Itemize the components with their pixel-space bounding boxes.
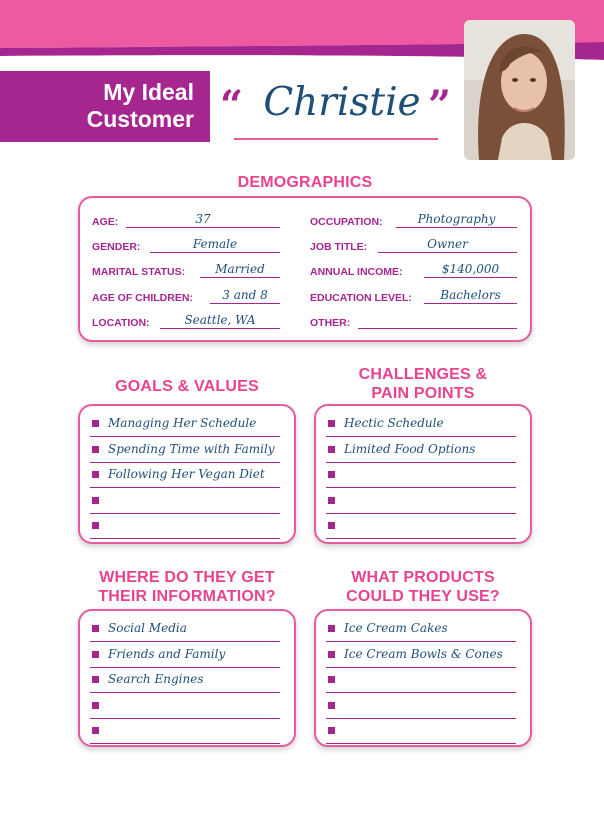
list-item-text: Ice Cream Bowls & Cones bbox=[344, 646, 503, 661]
list-item bbox=[90, 412, 280, 437]
information-title-line-2: THEIR INFORMATION? bbox=[98, 588, 276, 605]
square-bullet-icon bbox=[328, 727, 335, 734]
list-item-text: Managing Her Schedule bbox=[108, 416, 257, 430]
demographics-field-underline bbox=[396, 227, 517, 228]
goals-values-title: GOALS & VALUES bbox=[115, 378, 259, 395]
square-bullet-icon bbox=[92, 727, 99, 734]
information-title-line-1: WHERE DO THEY GET bbox=[99, 569, 275, 586]
list-item bbox=[90, 463, 280, 488]
challenges-card bbox=[314, 404, 532, 544]
demographics-field-value: Bachelors bbox=[440, 288, 501, 302]
demographics-field-value: Owner bbox=[427, 237, 468, 251]
square-bullet-icon bbox=[92, 522, 99, 529]
list-item-text: Limited Food Options bbox=[344, 441, 476, 456]
list-item-text: Ice Cream Cakes bbox=[344, 621, 448, 635]
list-item-underline bbox=[90, 743, 280, 744]
square-bullet-icon bbox=[92, 497, 99, 504]
list-item-underline bbox=[90, 538, 280, 539]
customer-name: Christie bbox=[263, 80, 421, 125]
list-item bbox=[90, 668, 280, 693]
demographics-row bbox=[80, 260, 530, 280]
square-bullet-icon bbox=[92, 420, 99, 427]
square-bullet-icon bbox=[328, 497, 335, 504]
list-item-underline bbox=[326, 538, 516, 539]
list-item-text: Spending Time with Family bbox=[108, 441, 275, 456]
list-item bbox=[90, 438, 280, 463]
list-item bbox=[326, 719, 516, 744]
demographics-field-underline bbox=[424, 303, 517, 304]
demographics-field-label: AGE OF CHILDREN: bbox=[92, 292, 193, 304]
demographics-field-value: Seattle, WA bbox=[184, 313, 256, 327]
demographics-row bbox=[80, 311, 530, 331]
square-bullet-icon bbox=[92, 651, 99, 658]
demographics-field-underline bbox=[378, 252, 517, 253]
square-bullet-icon bbox=[328, 702, 335, 709]
square-bullet-icon bbox=[92, 471, 99, 478]
demographics-field-value: Photography bbox=[417, 212, 496, 226]
demographics-row bbox=[80, 235, 530, 255]
challenges-title-line-2: PAIN POINTS bbox=[371, 385, 475, 402]
products-card bbox=[314, 609, 532, 747]
demographics-field-value: Married bbox=[215, 262, 265, 276]
list-item bbox=[90, 489, 280, 514]
square-bullet-icon bbox=[92, 446, 99, 453]
customer-portrait-photo bbox=[464, 20, 575, 160]
demographics-field-label: JOB TITLE: bbox=[310, 241, 368, 253]
demographics-field-label: MARITAL STATUS: bbox=[92, 266, 186, 278]
page-title-block bbox=[0, 71, 210, 142]
list-item bbox=[326, 694, 516, 719]
list-item-text: Friends and Family bbox=[108, 646, 226, 661]
square-bullet-icon bbox=[328, 651, 335, 658]
list-item-text: Search Engines bbox=[108, 672, 204, 686]
challenges-title-line-1: CHALLENGES & bbox=[358, 366, 488, 383]
square-bullet-icon bbox=[328, 446, 335, 453]
goals-values-card bbox=[78, 404, 296, 544]
list-item bbox=[326, 617, 516, 642]
page-title-line-1: My Ideal bbox=[103, 79, 194, 105]
list-item-text: Social Media bbox=[108, 621, 187, 635]
list-item bbox=[326, 412, 516, 437]
demographics-field-label: EDUCATION LEVEL: bbox=[310, 292, 412, 304]
square-bullet-icon bbox=[328, 471, 335, 478]
list-item-underline bbox=[326, 743, 516, 744]
list-item bbox=[326, 463, 516, 488]
close-quote-mark: ” bbox=[428, 82, 452, 129]
list-item bbox=[326, 489, 516, 514]
list-item bbox=[90, 617, 280, 642]
demographics-field-value: 37 bbox=[195, 212, 211, 226]
demographics-row bbox=[80, 286, 530, 306]
square-bullet-icon bbox=[328, 676, 335, 683]
demographics-card bbox=[78, 196, 532, 342]
square-bullet-icon bbox=[328, 625, 335, 632]
list-item bbox=[90, 514, 280, 539]
list-item-text: Following Her Vegan Diet bbox=[108, 467, 265, 481]
open-quote-mark: “ bbox=[220, 82, 244, 129]
products-title bbox=[314, 568, 532, 606]
demographics-field-underline bbox=[424, 277, 517, 278]
demographics-field-value: 3 and 8 bbox=[222, 288, 268, 302]
customer-name-area bbox=[218, 80, 454, 142]
page-title-line-2: Customer bbox=[86, 106, 194, 132]
square-bullet-icon bbox=[328, 522, 335, 529]
demographics-field-label: ANNUAL INCOME: bbox=[310, 266, 403, 278]
demographics-field-underline bbox=[358, 328, 517, 329]
square-bullet-icon bbox=[328, 420, 335, 427]
challenges-title bbox=[314, 365, 532, 403]
information-sources-title bbox=[78, 568, 296, 606]
list-item-text: Hectic Schedule bbox=[344, 416, 444, 430]
demographics-field-value: $140,000 bbox=[441, 262, 500, 276]
demographics-title: DEMOGRAPHICS bbox=[237, 174, 373, 191]
demographics-field-label: OTHER: bbox=[310, 317, 351, 329]
demographics-field-value: Female bbox=[192, 237, 238, 251]
name-underline bbox=[234, 138, 438, 140]
square-bullet-icon bbox=[92, 625, 99, 632]
list-item bbox=[326, 643, 516, 668]
list-item bbox=[90, 694, 280, 719]
demographics-field-label: GENDER: bbox=[92, 241, 141, 253]
square-bullet-icon bbox=[92, 676, 99, 683]
information-sources-card bbox=[78, 609, 296, 747]
demographics-field-label: OCCUPATION: bbox=[310, 216, 383, 228]
demographics-field-label: AGE: bbox=[92, 216, 119, 228]
demographics-field-label: LOCATION: bbox=[92, 317, 150, 329]
products-title-line-2: COULD THEY USE? bbox=[346, 588, 500, 605]
square-bullet-icon bbox=[92, 702, 99, 709]
list-item bbox=[90, 719, 280, 744]
products-title-line-1: WHAT PRODUCTS bbox=[351, 569, 495, 586]
list-item bbox=[90, 643, 280, 668]
list-item bbox=[326, 438, 516, 463]
demographics-row bbox=[80, 210, 530, 230]
list-item bbox=[326, 514, 516, 539]
list-item bbox=[326, 668, 516, 693]
